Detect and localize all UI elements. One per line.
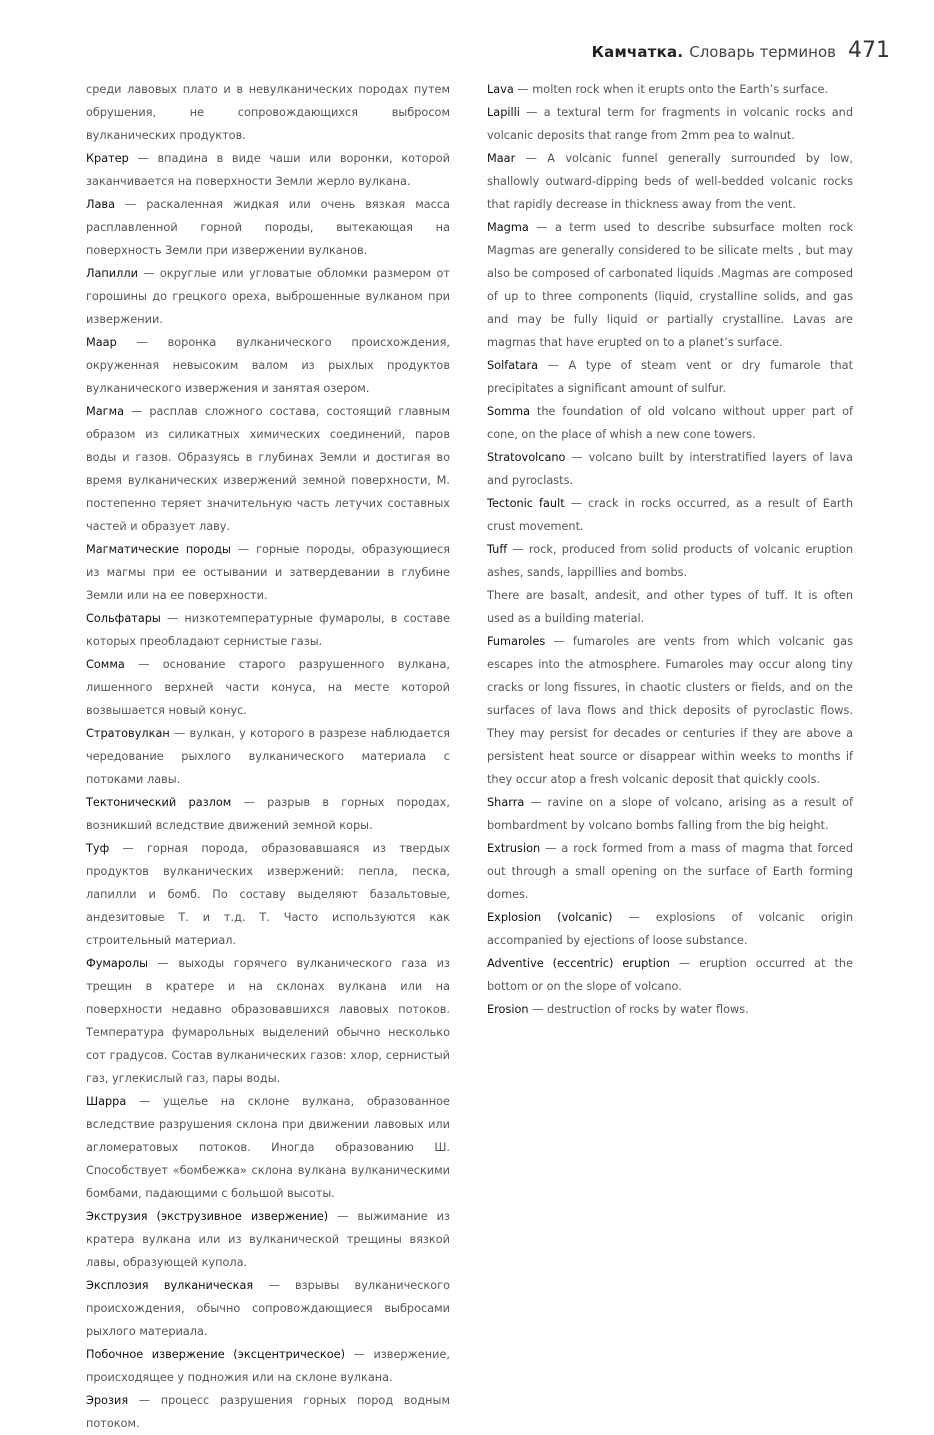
- glossary-entry: [86, 1090, 450, 1205]
- glossary-entry: [86, 1343, 450, 1389]
- glossary-definition: — воронка вулканического происхождения, окруженная невысоким валом из рыхлых продуктов вулканического извержения и занятая озером.: [86, 336, 450, 395]
- glossary-entry: [487, 216, 853, 354]
- glossary-entry: [86, 262, 450, 331]
- page-header: [592, 38, 890, 63]
- glossary-entry: [86, 78, 450, 147]
- glossary-term: Lapilli: [487, 106, 520, 119]
- glossary-term: Сольфатары: [86, 612, 161, 625]
- glossary-entry: [86, 400, 450, 538]
- glossary-term: Маар: [86, 336, 117, 349]
- glossary-entry: [86, 791, 450, 837]
- glossary-term: Adventive (eccentric) eruption: [487, 957, 670, 970]
- glossary-definition: — извержение, происходящее у подножия или на склоне вулкана.: [86, 1348, 450, 1384]
- glossary-term: Магма: [86, 405, 125, 418]
- glossary-entry: [487, 354, 853, 400]
- glossary-term: Magma: [487, 221, 529, 234]
- glossary-column-english: [487, 78, 853, 1021]
- glossary-term: Эрозия: [86, 1394, 129, 1407]
- glossary-definition: — fumaroles are vents from which volcanic gas escapes into the atmosphere. Fumaroles may occur along tiny cracks or long fissures, in chaotic clusters or fields, and on the surfaces of lava flows and thick deposits of pyroclastic flows. They may persist for decades or centuries if they are above a persistent heat source or disappear within weeks to months if they occur atop a fresh volcanic deposit that quickly cools.: [487, 635, 853, 786]
- glossary-definition: — вулкан, у которого в разрезе наблюдается чередование рыхлого вулканического материала с потоками лавы.: [86, 727, 450, 786]
- glossary-entry: [487, 446, 853, 492]
- glossary-entry: [86, 538, 450, 607]
- glossary-term: Somma: [487, 405, 531, 418]
- glossary-definition: — ravine on a slope of volcano, arising as a result of bombardment by volcano bombs falling from the big height.: [487, 796, 853, 832]
- glossary-entry: [487, 584, 853, 630]
- glossary-definition: — процесс разрушения горных пород водным потоком.: [86, 1394, 450, 1430]
- glossary-term: Solfatara: [487, 359, 539, 372]
- glossary-term: Кратер: [86, 152, 129, 165]
- glossary-term: Тектонический разлом: [86, 796, 232, 809]
- glossary-term: Магматические породы: [86, 543, 231, 556]
- glossary-definition: There are basalt, andesit, and other types of tuff. It is often used as a building material.: [487, 589, 853, 625]
- glossary-term: Сомма: [86, 658, 125, 671]
- glossary-entry: [487, 400, 853, 446]
- glossary-definition: — низкотемпературные фумаролы, в составе которых преобладают сернистые газы.: [86, 612, 450, 648]
- glossary-term: Fumaroles: [487, 635, 546, 648]
- glossary-entry: [487, 952, 853, 998]
- glossary-definition: — ущелье на склоне вулкана, образованное вследствие разрушения склона при движении лавовых или агломератовых потоков. Иногда образованию Ш. Способствует «бомбежка» склона вулкана вулканическими бомбами, падающими с большой высоты.: [86, 1095, 450, 1200]
- glossary-entry: [86, 1205, 450, 1274]
- glossary-entry: [487, 538, 853, 584]
- glossary-term: Erosion: [487, 1003, 529, 1016]
- glossary-definition: — destruction of rocks by water flows.: [528, 1003, 749, 1016]
- glossary-definition: — раскаленная жидкая или очень вязкая масса расплавленной горной породы, вытекающая на поверхность Земли при извержении вулканов.: [86, 198, 450, 257]
- glossary-entry: [86, 193, 450, 262]
- glossary-entry: [487, 906, 853, 952]
- glossary-definition: — A volcanic funnel generally surrounded by low, shallowly outward-dipping beds of well-bedded volcanic rocks that rapidly decrease in thickness away from the vent.: [487, 152, 853, 211]
- glossary-definition: — explosions of volcanic origin accompanied by ejections of loose substance.: [487, 911, 853, 947]
- glossary-term: Эксплозия вулканическая: [86, 1279, 254, 1292]
- glossary-entry: [86, 722, 450, 791]
- glossary-term: Explosion (volcanic): [487, 911, 613, 924]
- glossary-definition: — разрыв в горных породах, возникший вследствие движений земной коры.: [86, 796, 450, 832]
- glossary-term: Экструзия (экструзивное извержение): [86, 1210, 329, 1223]
- glossary-term: Туф: [86, 842, 110, 855]
- glossary-entry: [86, 147, 450, 193]
- glossary-definition: — a rock formed from a mass of magma that forced out through a small opening on the surface of Earth forming domes.: [487, 842, 853, 901]
- glossary-entry: [86, 331, 450, 400]
- glossary-entry: [487, 78, 853, 101]
- glossary-entry: [487, 101, 853, 147]
- glossary-entry: [86, 1389, 450, 1435]
- glossary-definition: — горная порода, образовавшаяся из твердых продуктов вулканических извержений: пепла, песка, лапилли и бомб. По составу выделяют базальтовые, андезитовые Т. и т.д. Т. Часто используются как строительный материал.: [86, 842, 450, 947]
- glossary-entry: [86, 952, 450, 1090]
- glossary-definition: — a textural term for fragments in volcanic rocks and volcanic deposits that range from 2mm pea to walnut.: [487, 106, 853, 142]
- glossary-entry: [487, 837, 853, 906]
- glossary-term: Extrusion: [487, 842, 541, 855]
- glossary-term: Stratovolcano: [487, 451, 566, 464]
- header-title: Камчатка.: [591, 43, 684, 61]
- glossary-definition: — crack in rocks occurred, as a result of Earth crust movement.: [487, 497, 853, 533]
- glossary-entry: [86, 607, 450, 653]
- glossary-definition: — molten rock when it erupts onto the Earth’s surface.: [513, 83, 829, 96]
- glossary-entry: [487, 147, 853, 216]
- glossary-definition: — A type of steam vent or dry fumarole that precipitates a significant amount of sulfur.: [487, 359, 853, 395]
- glossary-term: Фумаролы: [86, 957, 149, 970]
- glossary-term: Lava: [487, 83, 514, 96]
- glossary-entry: [86, 1274, 450, 1343]
- glossary-definition: — горные породы, образующиеся из магмы при ее остывании и затвердевании в глубине Земли или на ее поверхности.: [86, 543, 451, 602]
- glossary-definition: — расплав сложного состава, состоящий главным образом из силикатных химических соединений, паров воды и газов. Образуясь в глубинах Земли и достигая во время вулканических извержений земной поверхности, М. постепенно теряет значительную часть летучих составных частей и образует лаву.: [86, 405, 450, 533]
- glossary-definition: — rock, produced from solid products of volcanic eruption ashes, sands, lappillies and bombs.: [487, 543, 853, 579]
- glossary-definition: — впадина в виде чаши или воронки, которой заканчивается на поверхности Земли жерло вулкана.: [86, 152, 450, 188]
- glossary-term: Tectonic fault: [487, 497, 565, 510]
- glossary-term: Лапилли: [86, 267, 138, 280]
- glossary-term: Лава: [86, 198, 115, 211]
- glossary-term: Побочное извержение (эксцентрическое): [86, 1348, 345, 1361]
- glossary-definition: the foundation of old volcano without upper part of cone, on the place of whish a new cone towers.: [487, 405, 853, 441]
- glossary-term: Стратовулкан: [86, 727, 170, 740]
- glossary-entry: [487, 998, 853, 1021]
- page-number: 471: [848, 38, 890, 63]
- glossary-definition: — взрывы вулканического происхождения, обычно сопровождающиеся выбросами рыхлого материала.: [86, 1279, 451, 1338]
- glossary-definition: — основание старого разрушенного вулкана, лишенного верхней части конуса, на месте которой возвышается новый конус.: [86, 658, 450, 717]
- glossary-term: Tuff: [487, 543, 508, 556]
- header-subtitle: Словарь терминов: [689, 43, 836, 61]
- glossary-definition: — a term used to describe subsurface molten rock Magmas are generally considered to be silicate melts , but may also be composed of carbonated liquids .Magmas are composed of up to three components (liquid, crystalline solids, and gas and may be fully liquid or partially crystalline. Lavas are magmas that have erupted on to a planet’s surface.: [487, 221, 853, 349]
- glossary-definition: — eruption occurred at the bottom or on the slope of volcano.: [487, 957, 853, 993]
- glossary-entry: [487, 791, 853, 837]
- glossary-definition: — volcano built by interstratified layers of lava and pyroclasts.: [487, 451, 853, 487]
- glossary-definition: — выжимание из кратера вулкана или из вулканической трещины вязкой лавы, образующей купола.: [86, 1210, 450, 1269]
- glossary-entry: [86, 653, 450, 722]
- glossary-term: Sharra: [487, 796, 525, 809]
- glossary-entry: [487, 630, 853, 791]
- glossary-entry: [487, 492, 853, 538]
- glossary-definition: — выходы горячего вулканического газа из трещин в кратере и на склонах вулкана или на поверхности недавно образовавшихся лавовых потоков. Температура фумарольных выделений обычно несколько сот градусов. Состав вулканических газов: хлор, сернистый газ, углекислый газ, пары воды.: [86, 957, 450, 1085]
- glossary-term: Шарра: [86, 1095, 127, 1108]
- glossary-entry: [86, 837, 450, 952]
- glossary-definition: — округлые или угловатые обломки размером от горошины до грецкого ореха, выброшенные вулканом при извержении.: [86, 267, 450, 326]
- glossary-column-russian: [86, 78, 450, 1435]
- glossary-definition: среди лавовых плато и в невулканических породах путем обрушения, не сопровождающихся выбросом вулканических продуктов.: [86, 83, 450, 142]
- glossary-term: Maar: [487, 152, 516, 165]
